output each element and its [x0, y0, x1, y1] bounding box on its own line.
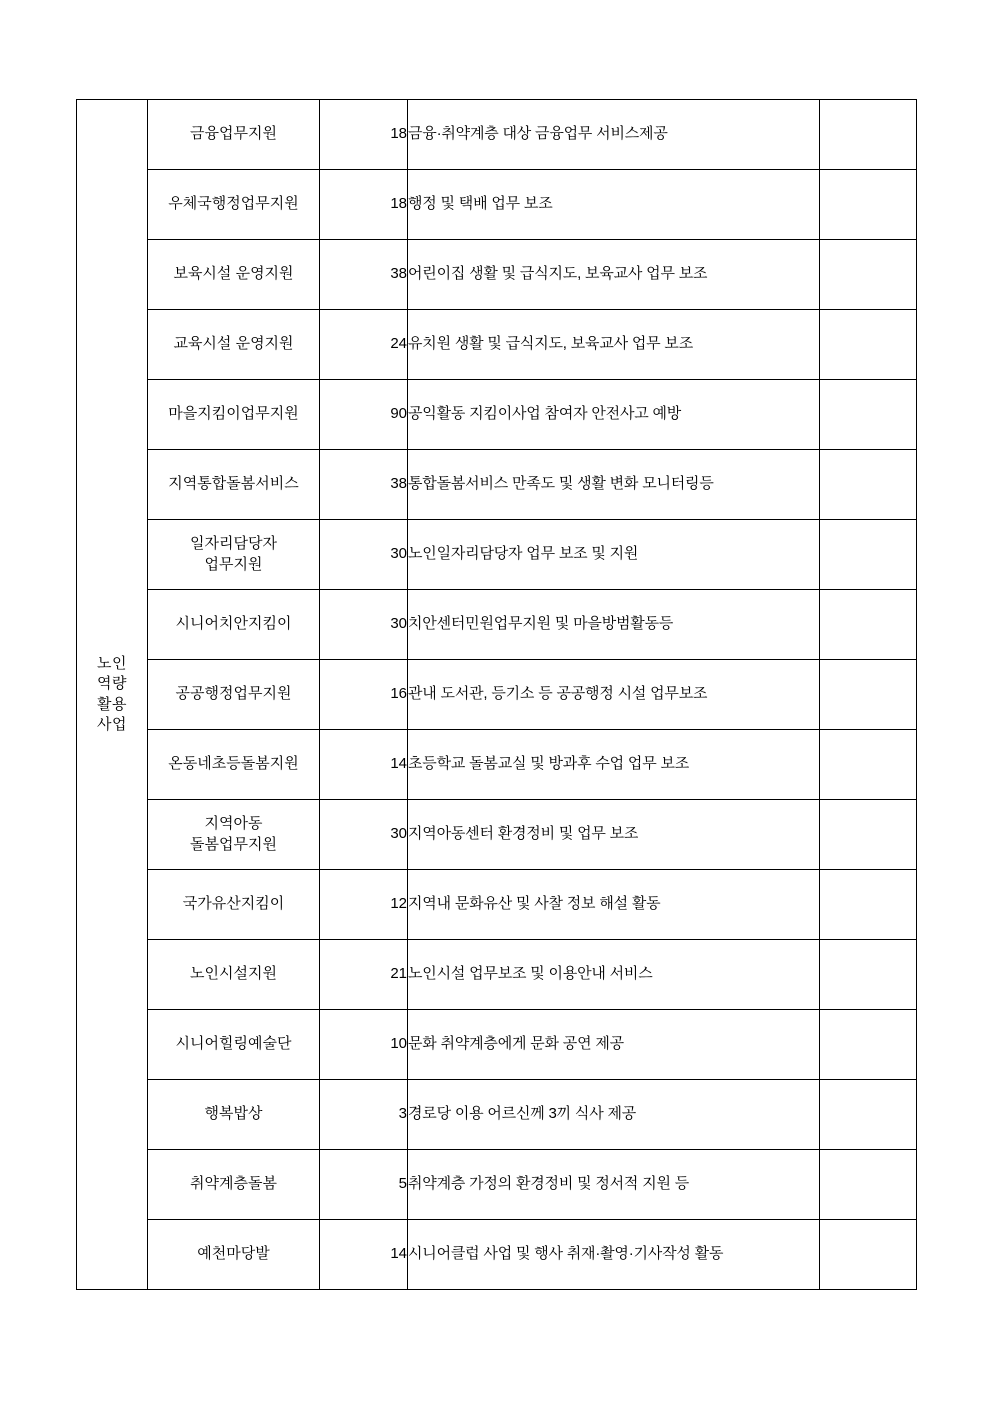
program-name-cell: [148, 520, 320, 590]
group-label-line: 노인: [97, 655, 127, 672]
participant-count-cell: 24: [320, 310, 408, 380]
program-name-cell: [148, 170, 320, 240]
program-name-line: 노인시설지원: [190, 965, 277, 983]
program-name-cell: [148, 730, 320, 800]
note-cell: [820, 520, 917, 590]
program-name-cell: [148, 450, 320, 520]
program-name-line: 취약계층돌봄: [190, 1175, 277, 1193]
program-name-cell: [148, 310, 320, 380]
note-cell: [820, 170, 917, 240]
participant-count-cell: 21: [320, 940, 408, 1010]
participant-count-cell: 18: [320, 170, 408, 240]
program-name-line: 지역통합돌봄서비스: [168, 475, 299, 493]
note-cell: [820, 240, 917, 310]
table-row: [77, 1080, 917, 1150]
program-description-cell: 지역내 문화유산 및 사찰 정보 해설 활동: [408, 870, 820, 940]
program-description-cell: 시니어클럽 사업 및 행사 취재·촬영·기사작성 활동: [408, 1220, 820, 1290]
note-cell: [820, 870, 917, 940]
program-description-cell: 어린이집 생활 및 급식지도, 보육교사 업무 보조: [408, 240, 820, 310]
table-row: [77, 380, 917, 450]
program-description-cell: 문화 취약계층에게 문화 공연 제공: [408, 1010, 820, 1080]
program-name-cell: [148, 590, 320, 660]
program-name-cell: [148, 870, 320, 940]
note-cell: [820, 800, 917, 870]
participant-count-cell: 38: [320, 450, 408, 520]
table-row: [77, 310, 917, 380]
participant-count-cell: 5: [320, 1150, 408, 1220]
table-row: [77, 1220, 917, 1290]
table-row: [77, 800, 917, 870]
program-description-cell: 지역아동센터 환경정비 및 업무 보조: [408, 800, 820, 870]
table-row: [77, 1150, 917, 1220]
note-cell: [820, 660, 917, 730]
program-name-cell: [148, 1080, 320, 1150]
note-cell: [820, 100, 917, 170]
program-name-line: 예천마당발: [197, 1245, 270, 1263]
program-description-cell: 행정 및 택배 업무 보조: [408, 170, 820, 240]
program-description-cell: 경로당 이용 어르신께 3끼 식사 제공: [408, 1080, 820, 1150]
participant-count-cell: 30: [320, 520, 408, 590]
program-name-line: 국가유산지킴이: [182, 895, 285, 913]
program-name-line: 일자리담당자: [190, 535, 277, 553]
program-name-line: 보육시설 운영지원: [173, 265, 294, 283]
program-name-line: 공공행정업무지원: [175, 685, 292, 703]
program-name-line: 지역아동: [204, 815, 263, 833]
program-name-line: 마을지킴이업무지원: [168, 405, 299, 423]
table-row: [77, 730, 917, 800]
group-label-line: 사업: [97, 715, 127, 733]
program-description-cell: 통합돌봄서비스 만족도 및 생활 변화 모니터링등: [408, 450, 820, 520]
program-group-cell: [77, 100, 148, 1290]
program-name-cell: [148, 100, 320, 170]
participant-count-cell: 90: [320, 380, 408, 450]
table-row: [77, 1010, 917, 1080]
program-description-cell: 노인일자리담당자 업무 보조 및 지원: [408, 520, 820, 590]
participant-count-cell: 14: [320, 730, 408, 800]
table-row: [77, 660, 917, 730]
program-name-cell: [148, 940, 320, 1010]
table-row: [77, 870, 917, 940]
program-name-line: 시니어힐링예술단: [175, 1035, 292, 1053]
group-label-line: 활용: [97, 695, 127, 713]
table-body: [77, 100, 917, 1290]
program-name-cell: [148, 800, 320, 870]
participant-count-cell: 12: [320, 870, 408, 940]
note-cell: [820, 380, 917, 450]
note-cell: [820, 1220, 917, 1290]
program-description-cell: 치안센터민원업무지원 및 마을방범활동등: [408, 590, 820, 660]
program-name-line: 온동네초등돌봄지원: [168, 755, 299, 773]
participant-count-cell: 38: [320, 240, 408, 310]
program-name-line: 교육시설 운영지원: [173, 335, 294, 353]
participant-count-cell: 14: [320, 1220, 408, 1290]
table-row: [77, 520, 917, 590]
program-name-cell: [148, 240, 320, 310]
program-name-cell: [148, 1010, 320, 1080]
table-row: [77, 240, 917, 310]
program-description-cell: 관내 도서관, 등기소 등 공공행정 시설 업무보조: [408, 660, 820, 730]
note-cell: [820, 590, 917, 660]
program-name-line: 시니어치안지킴이: [175, 615, 292, 633]
program-description-cell: 취약계층 가정의 환경정비 및 정서적 지원 등: [408, 1150, 820, 1220]
program-description-cell: 금융·취약계층 대상 금융업무 서비스제공: [408, 100, 820, 170]
program-name-line: 금융업무지원: [190, 125, 277, 143]
program-name-cell: [148, 380, 320, 450]
program-name-cell: [148, 1220, 320, 1290]
participant-count-cell: 16: [320, 660, 408, 730]
table-row: [77, 590, 917, 660]
participant-count-cell: 10: [320, 1010, 408, 1080]
table-row: [77, 450, 917, 520]
program-description-cell: 노인시설 업무보조 및 이용안내 서비스: [408, 940, 820, 1010]
group-label-line: 역량: [97, 675, 127, 693]
note-cell: [820, 450, 917, 520]
participant-count-cell: 30: [320, 590, 408, 660]
program-table-container: [76, 99, 916, 1290]
table-row: [77, 940, 917, 1010]
program-description-cell: 초등학교 돌봄교실 및 방과후 수업 업무 보조: [408, 730, 820, 800]
table-row: [77, 100, 917, 170]
note-cell: [820, 730, 917, 800]
program-description-cell: 유치원 생활 및 급식지도, 보육교사 업무 보조: [408, 310, 820, 380]
program-name-line: 우체국행정업무지원: [168, 195, 299, 213]
program-name-cell: [148, 660, 320, 730]
note-cell: [820, 940, 917, 1010]
note-cell: [820, 1010, 917, 1080]
participant-count-cell: 30: [320, 800, 408, 870]
participant-count-cell: 3: [320, 1080, 408, 1150]
program-table: [76, 99, 917, 1290]
program-name-line: 돌봄업무지원: [190, 835, 277, 853]
note-cell: [820, 1080, 917, 1150]
program-name-line: 행복밥상: [204, 1105, 263, 1123]
program-name-line: 업무지원: [204, 555, 263, 573]
note-cell: [820, 1150, 917, 1220]
note-cell: [820, 310, 917, 380]
participant-count-cell: 18: [320, 100, 408, 170]
table-row: [77, 170, 917, 240]
program-description-cell: 공익활동 지킴이사업 참여자 안전사고 예방: [408, 380, 820, 450]
program-name-cell: [148, 1150, 320, 1220]
